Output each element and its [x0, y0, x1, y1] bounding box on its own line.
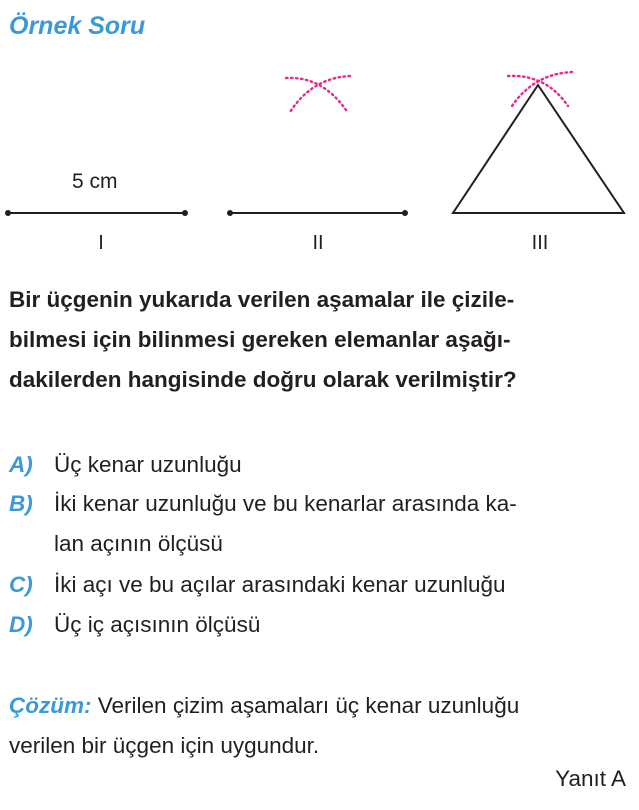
option-a[interactable] — [9, 452, 242, 478]
triangle-step-3 — [453, 85, 624, 213]
construction-figure — [0, 60, 639, 260]
answer: Yanıt A — [555, 766, 626, 791]
option-letter: B) — [9, 491, 33, 516]
option-text: İki kenar uzunluğu ve bu kenarlar arasında ka- — [54, 491, 517, 516]
question-line: bilmesi için bilinmesi gereken elemanlar aşağı- — [9, 327, 511, 352]
step-label-2: II — [312, 232, 324, 254]
option-text-continued: lan açının ölçüsü — [54, 531, 223, 556]
compass-arc — [290, 76, 350, 112]
option-letter: A) — [9, 452, 33, 477]
option-c[interactable] — [9, 572, 506, 598]
solution-text: Verilen çizim aşamaları üç kenar uzunluğu — [97, 693, 520, 718]
endpoint — [227, 210, 233, 216]
question-line: dakilerden hangisinde doğru olarak verilmiştir? — [9, 367, 517, 392]
option-d[interactable] — [9, 612, 260, 638]
solution — [9, 686, 629, 766]
option-letter: D) — [9, 612, 33, 637]
compass-arc — [512, 72, 572, 106]
solution-label: Çözüm: — [9, 693, 92, 718]
endpoint — [402, 210, 408, 216]
option-b[interactable] — [9, 484, 517, 564]
endpoint — [182, 210, 188, 216]
step-label-1: I — [98, 232, 104, 254]
option-text: Üç iç açısının ölçüsü — [54, 612, 261, 637]
question-text — [9, 280, 629, 400]
solution-text: verilen bir üçgen için uygundur. — [9, 733, 320, 758]
option-letter: C) — [9, 572, 33, 597]
endpoint — [5, 210, 11, 216]
length-label: 5 cm — [72, 170, 118, 193]
option-text: İki açı ve bu açılar arasındaki kenar uzunluğu — [54, 572, 506, 597]
question-line: Bir üçgenin yukarıda verilen aşamalar ile çizile- — [9, 287, 515, 312]
step-label-3: III — [531, 232, 549, 254]
option-text: Üç kenar uzunluğu — [54, 452, 242, 477]
example-title: Örnek Soru — [9, 12, 146, 40]
